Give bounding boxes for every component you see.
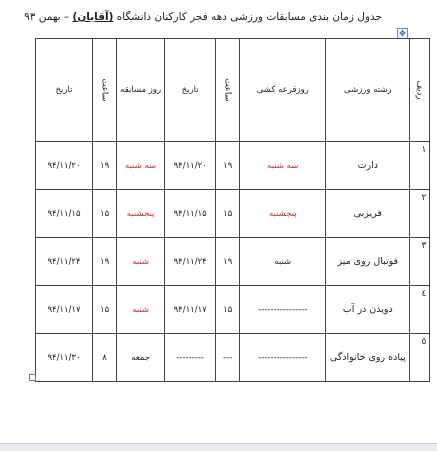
table-row bbox=[36, 142, 430, 190]
draw-day: ---------------- bbox=[240, 286, 326, 334]
table-move-handle-icon[interactable]: ✥ bbox=[397, 28, 408, 39]
header-match-day: روز مسابقه bbox=[117, 39, 165, 142]
match-hour: ۸ bbox=[93, 334, 117, 382]
sport-name: دارت bbox=[326, 142, 410, 190]
draw-hour: --- bbox=[216, 334, 240, 382]
header-draw-day: روزقرعه کشی bbox=[240, 39, 326, 142]
match-hour: ۱۹ bbox=[93, 238, 117, 286]
table-row bbox=[36, 238, 430, 286]
draw-date: --------- bbox=[165, 334, 216, 382]
match-date: ۹۴/۱۱/۲۰ bbox=[36, 142, 93, 190]
table-row bbox=[36, 334, 430, 382]
match-day: سه شنبه bbox=[117, 142, 165, 190]
table-row bbox=[36, 190, 430, 238]
draw-hour: ۱۹ bbox=[216, 142, 240, 190]
schedule-table bbox=[35, 38, 430, 382]
draw-date: ۹۴/۱۱/۱۵ bbox=[165, 190, 216, 238]
document-title bbox=[24, 11, 382, 23]
sport-name: دویدن در آب bbox=[326, 286, 410, 334]
row-number: ٤ bbox=[410, 286, 430, 334]
match-hour: ۱۵ bbox=[93, 286, 117, 334]
header-row bbox=[36, 39, 430, 142]
sport-name: فوتبال روی میز bbox=[326, 238, 410, 286]
row-number: ۱ bbox=[410, 142, 430, 190]
header-draw-date: تاریخ bbox=[165, 39, 216, 142]
sport-name: پیاده روی خانوادگی bbox=[326, 334, 410, 382]
draw-day: شنبه bbox=[240, 238, 326, 286]
draw-day: پنجشنبه bbox=[240, 190, 326, 238]
match-hour: ۱۵ bbox=[93, 190, 117, 238]
draw-hour: ۱۵ bbox=[216, 286, 240, 334]
draw-date: ۹۴/۱۱/۲۰ bbox=[165, 142, 216, 190]
title-highlight: (آقایان) bbox=[72, 11, 114, 23]
match-date: ۹۴/۱۱/۱۷ bbox=[36, 286, 93, 334]
header-match-date: تاریخ bbox=[36, 39, 93, 142]
draw-hour: ۱۵ bbox=[216, 190, 240, 238]
match-day: شنبه bbox=[117, 238, 165, 286]
match-date: ۹۴/۱۱/۱۵ bbox=[36, 190, 93, 238]
header-sport: رشته ورزشی bbox=[326, 39, 410, 142]
header-draw-hour: ساعت bbox=[216, 39, 240, 142]
row-number: ۲ bbox=[410, 190, 430, 238]
match-hour: ۱۹ bbox=[93, 142, 117, 190]
header-match-hour: ساعت bbox=[93, 39, 117, 142]
title-text: جدول زمان بندی مسابقات ورزشی دهه فجر کارکنان دانشگاه bbox=[113, 11, 382, 23]
title-suffix: – بهمن ۹۳ bbox=[24, 11, 73, 23]
match-day: جمعه bbox=[117, 334, 165, 382]
sport-name: فریزبی bbox=[326, 190, 410, 238]
row-number: ۳ bbox=[410, 238, 430, 286]
draw-date: ۹۴/۱۱/۲۴ bbox=[165, 238, 216, 286]
match-day: شنبه bbox=[117, 286, 165, 334]
table-row bbox=[36, 286, 430, 334]
match-date: ۹۴/۱۱/۳۰ bbox=[36, 334, 93, 382]
row-number: ٥ bbox=[410, 334, 430, 382]
match-date: ۹۴/۱۱/۲۴ bbox=[36, 238, 93, 286]
draw-day: سه شنبه bbox=[240, 142, 326, 190]
draw-day: ---------------- bbox=[240, 334, 326, 382]
draw-date: ۹۴/۱۱/۱۷ bbox=[165, 286, 216, 334]
match-day: پنجشنبه bbox=[117, 190, 165, 238]
draw-hour: ۱۹ bbox=[216, 238, 240, 286]
table-resize-handle[interactable] bbox=[29, 374, 36, 381]
header-row-number: ردیف bbox=[410, 39, 430, 142]
